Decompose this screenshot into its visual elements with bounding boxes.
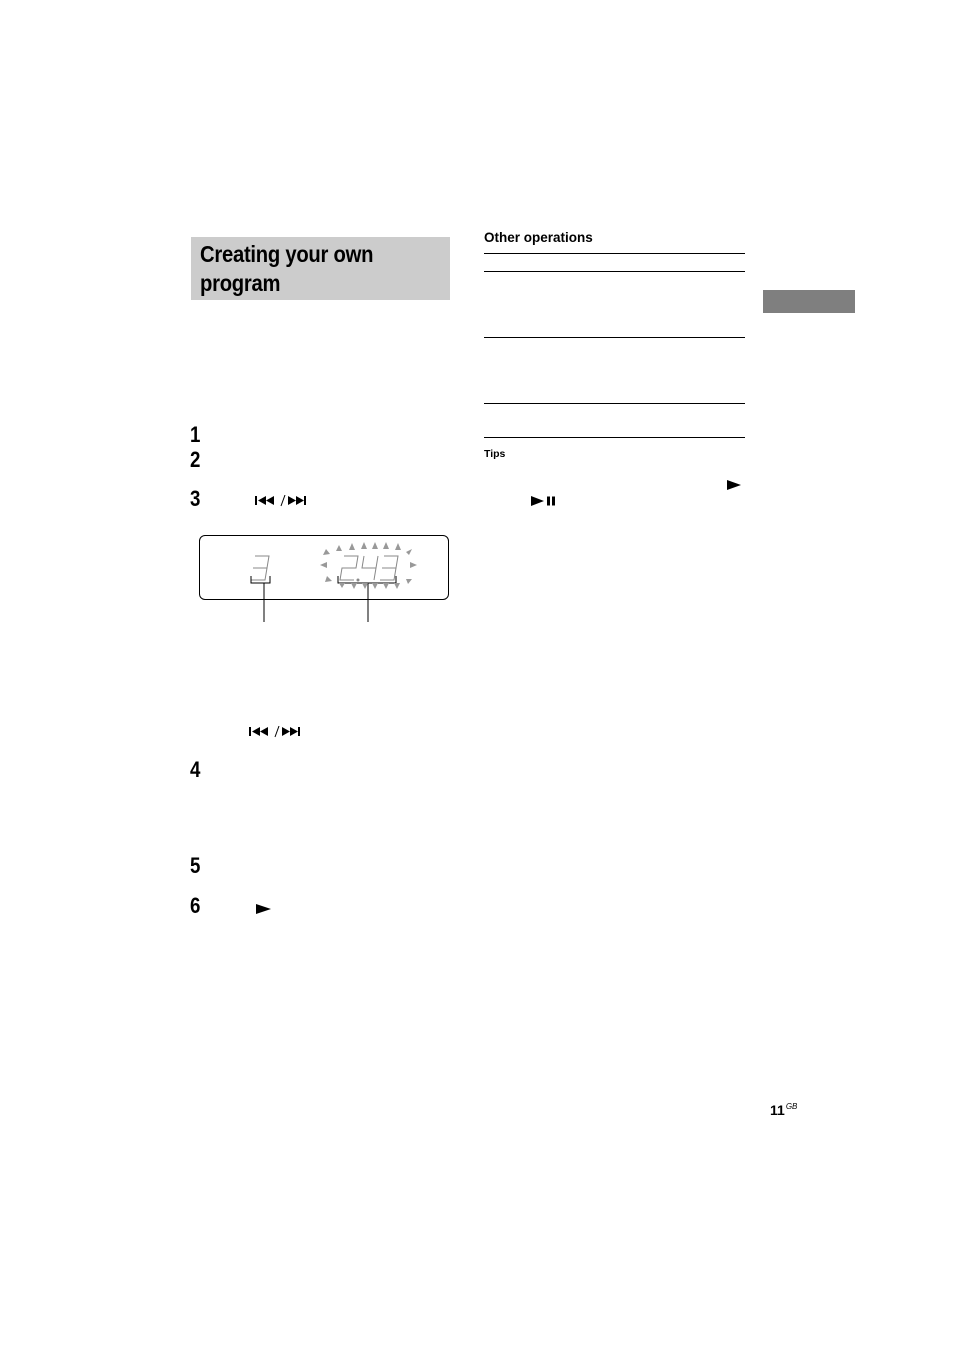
- step-number-1: 1: [190, 422, 201, 447]
- page-number: [770, 1102, 797, 1118]
- step-number-3: 3: [190, 486, 201, 511]
- other-operations-heading: Other operations: [484, 230, 593, 245]
- side-chapter-tab: [763, 290, 855, 313]
- play-icon: [726, 479, 742, 491]
- page-number-value: 11: [770, 1102, 785, 1118]
- table-rule-top: [484, 253, 745, 254]
- play-icon: [255, 903, 273, 915]
- play-pause-icon: [530, 495, 558, 507]
- step-number-6: 6: [190, 893, 201, 918]
- step-number-2: 2: [190, 447, 201, 472]
- step-number-5: 5: [190, 853, 201, 878]
- table-rule: [484, 403, 745, 404]
- table-rule-bottom: [484, 437, 745, 438]
- section-title-box: [191, 237, 450, 300]
- table-rule: [484, 271, 745, 272]
- prev-next-track-icon: [254, 495, 312, 507]
- prev-next-track-icon: [248, 726, 306, 738]
- display-segments: [199, 535, 449, 625]
- page-region: GB: [785, 1102, 798, 1111]
- tips-heading: Tips: [484, 448, 506, 460]
- step-number-4: 4: [190, 757, 201, 782]
- table-rule: [484, 337, 745, 338]
- page-title: Creating your own program: [200, 241, 374, 296]
